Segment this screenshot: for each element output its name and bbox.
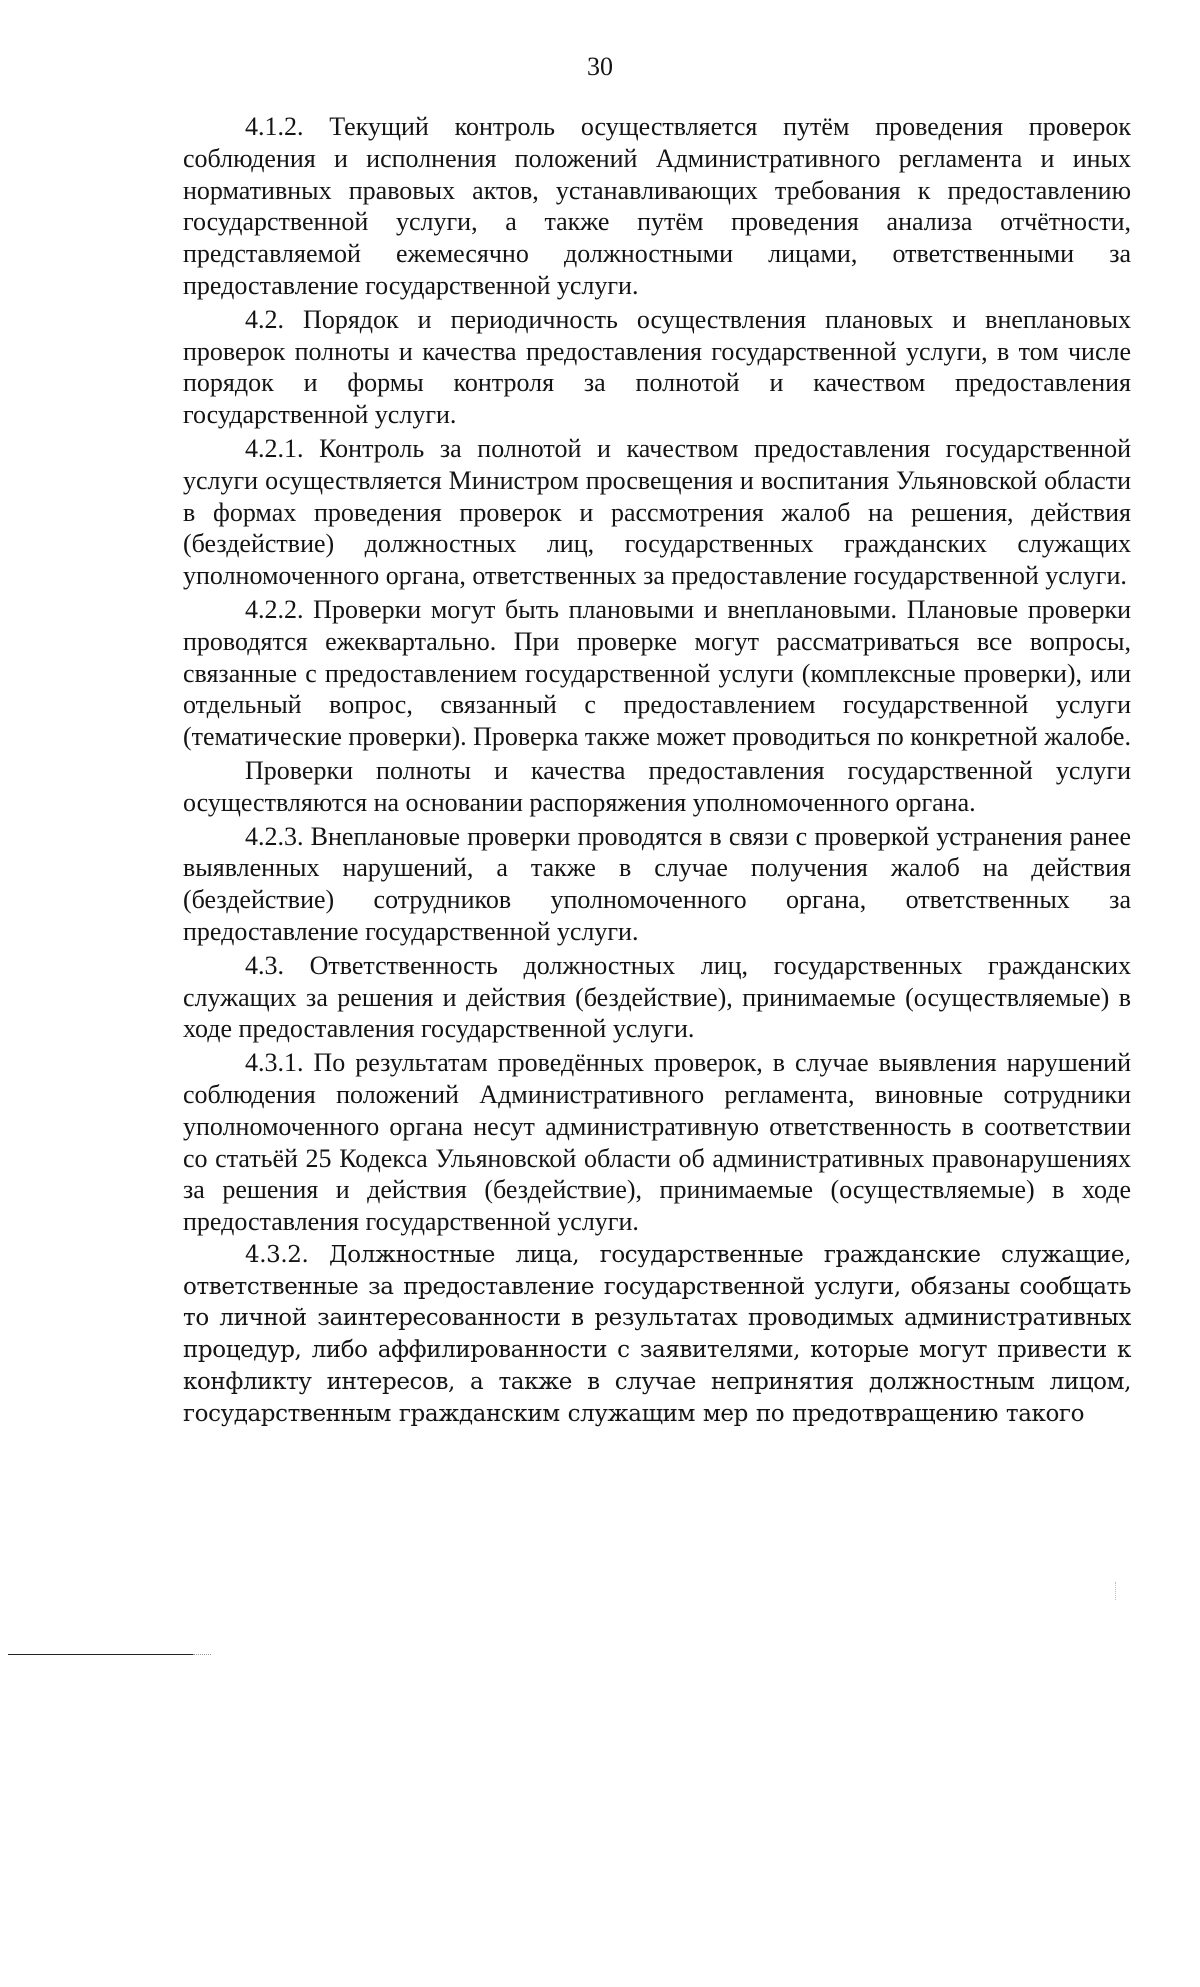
- paragraph-4-2-2-continued: Проверки полноты и качества предоставления государственной услуги осуществляются на основании распоряжения уполномоченного органа.: [183, 755, 1131, 817]
- paragraph-4-3: 4.3. Ответственность должностных лиц, государственных гражданских служащих за решения и действия (бездействие), принимаемые (осуществляемые) в ходе предоставления государственной услуги.: [183, 950, 1131, 1044]
- paragraph-4-2-2: 4.2.2. Проверки могут быть плановыми и внеплановыми. Плановые проверки проводятся ежеквартально. При проверке могут рассматриваться все вопросы, связанные с предоставлением государственной услуги (комплексные проверки), или отдельный вопрос, связанный с предоставлением государственной услуги (тематические проверки). Проверка также может проводиться по конкретной жалобе.: [183, 594, 1131, 752]
- paragraph-4-3-1: 4.3.1. По результатам проведённых проверок, в случае выявления нарушений соблюдения положений Административного регламента, виновные сотрудники уполномоченного органа несут административную ответственность в соответствии со статьёй 25 Кодекса Ульяновской области об административных правонарушениях за решения и действия (бездействие), принимаемые (осуществляемые) в ходе предоставления государственной услуги.: [183, 1048, 1131, 1237]
- paragraph-4-2-3: 4.2.3. Внеплановые проверки проводятся в связи с проверкой устранения ранее выявленных нарушений, а также в случае получения жалоб на действия (бездействие) сотрудников уполномоченного органа, ответственных за предоставление государственной услуги.: [183, 821, 1131, 946]
- paragraph-4-1-2: 4.1.2. Текущий контроль осуществляется путём проведения проверок соблюдения и исполнения положений Административного регламента и иных нормативных правовых актов, устанавливающих требования к предоставлению государственной услуги, а также путём проведения анализа отчётности, представляемой ежемесячно должностными лицами, ответственными за предоставление государственной услуги.: [183, 112, 1131, 300]
- paragraph-4-2-1: 4.2.1. Контроль за полнотой и качеством предоставления государственной услуги осуществляется Министром просвещения и воспитания Ульяновской области в формах проведения проверок и рассмотрения жалоб на решения, действия (бездействие) должностных лиц, государственных гражданских служащих уполномоченного органа, ответственных за предоставление государственной услуги.: [183, 433, 1131, 591]
- paragraph-4-2: 4.2. Порядок и периодичность осуществления плановых и внеплановых проверок полноты и качества предоставления государственной услуги, в том числе порядок и формы контроля за полнотой и качеством предоставления государственной услуги.: [183, 304, 1131, 430]
- paragraph-4-3-2: 4.3.2. Должностные лица, государственные гражданские служащие, ответственные за предоставление государственной услуги, обязаны сообщать то личной заинтересованности в результатах проводимых административных процедур, либо аффилированности с заявителями, которые могут привести к конфликту интересов, а также в случае непринятия должностным лицом, государственным гражданским служащим мер по предотвращению такого: [183, 1241, 1131, 1427]
- page-number: 30: [587, 52, 613, 81]
- scan-artifact: [1115, 1582, 1118, 1600]
- document-body: [183, 111, 1131, 1433]
- bottom-left-rule: [8, 1654, 193, 1655]
- bottom-left-rule-tail: [193, 1654, 211, 1655]
